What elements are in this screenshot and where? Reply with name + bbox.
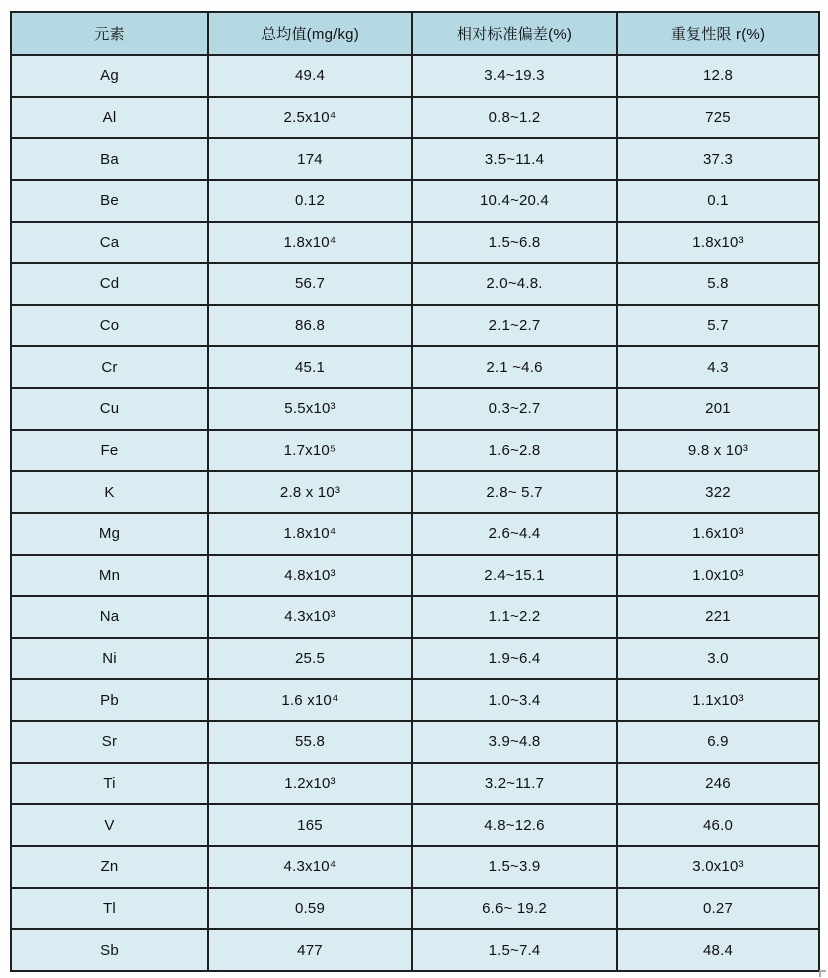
value-cell: 10.4~20.4: [412, 180, 617, 222]
value-cell: 4.3x10⁴: [208, 846, 412, 888]
value-cell: 1.8x10³: [617, 222, 819, 264]
value-cell: 0.3~2.7: [412, 388, 617, 430]
table-row: [11, 596, 819, 638]
table-body: [11, 55, 819, 971]
value-cell: 1.9~6.4: [412, 638, 617, 680]
value-cell: 5.5x10³: [208, 388, 412, 430]
value-cell: 5.8: [617, 263, 819, 305]
value-cell: 221: [617, 596, 819, 638]
element-symbol-cell: Na: [11, 596, 208, 638]
table-row: [11, 471, 819, 513]
column-header-repeatability-limit: 重复性限 r(%): [617, 12, 819, 55]
value-cell: 6.9: [617, 721, 819, 763]
value-cell: 725: [617, 97, 819, 139]
column-header-relative-std-deviation: 相对标准偏差(%): [412, 12, 617, 55]
value-cell: 201: [617, 388, 819, 430]
value-cell: 0.12: [208, 180, 412, 222]
value-cell: 6.6~ 19.2: [412, 888, 617, 930]
table-row: [11, 430, 819, 472]
table-header-row: [11, 12, 819, 55]
table-row: [11, 263, 819, 305]
value-cell: 3.4~19.3: [412, 55, 617, 97]
value-cell: 1.5~3.9: [412, 846, 617, 888]
value-cell: 49.4: [208, 55, 412, 97]
table-row: [11, 222, 819, 264]
value-cell: 2.4~15.1: [412, 555, 617, 597]
table-row: [11, 388, 819, 430]
element-symbol-cell: Tl: [11, 888, 208, 930]
value-cell: 1.0x10³: [617, 555, 819, 597]
element-symbol-cell: Cr: [11, 346, 208, 388]
element-symbol-cell: Sb: [11, 929, 208, 971]
element-symbol-cell: Cd: [11, 263, 208, 305]
value-cell: 2.1 ~4.6: [412, 346, 617, 388]
value-cell: 165: [208, 804, 412, 846]
value-cell: 1.5~7.4: [412, 929, 617, 971]
value-cell: 1.2x10³: [208, 763, 412, 805]
value-cell: 1.6~2.8: [412, 430, 617, 472]
value-cell: 0.8~1.2: [412, 97, 617, 139]
value-cell: 4.8~12.6: [412, 804, 617, 846]
element-symbol-cell: Zn: [11, 846, 208, 888]
value-cell: 0.1: [617, 180, 819, 222]
table-row: [11, 97, 819, 139]
element-symbol-cell: Fe: [11, 430, 208, 472]
value-cell: 3.0: [617, 638, 819, 680]
elements-data-table: [10, 11, 820, 972]
value-cell: 246: [617, 763, 819, 805]
table-row: [11, 138, 819, 180]
value-cell: 1.0~3.4: [412, 679, 617, 721]
value-cell: 1.8x10⁴: [208, 222, 412, 264]
element-symbol-cell: Ba: [11, 138, 208, 180]
value-cell: 4.3x10³: [208, 596, 412, 638]
value-cell: 2.5x10⁴: [208, 97, 412, 139]
element-symbol-cell: K: [11, 471, 208, 513]
value-cell: 1.1~2.2: [412, 596, 617, 638]
element-symbol-cell: Pb: [11, 679, 208, 721]
value-cell: 0.27: [617, 888, 819, 930]
element-symbol-cell: Sr: [11, 721, 208, 763]
table-row: [11, 180, 819, 222]
value-cell: 9.8 x 10³: [617, 430, 819, 472]
element-symbol-cell: Ag: [11, 55, 208, 97]
value-cell: 4.8x10³: [208, 555, 412, 597]
value-cell: 12.8: [617, 55, 819, 97]
value-cell: 1.5~6.8: [412, 222, 617, 264]
element-symbol-cell: Ni: [11, 638, 208, 680]
table-row: [11, 846, 819, 888]
table-header: [11, 12, 819, 55]
element-symbol-cell: Mg: [11, 513, 208, 555]
element-symbol-cell: Ca: [11, 222, 208, 264]
value-cell: 56.7: [208, 263, 412, 305]
table-row: [11, 888, 819, 930]
value-cell: 48.4: [617, 929, 819, 971]
table-row: [11, 929, 819, 971]
table-row: [11, 721, 819, 763]
value-cell: 1.8x10⁴: [208, 513, 412, 555]
value-cell: 0.59: [208, 888, 412, 930]
element-symbol-cell: Mn: [11, 555, 208, 597]
element-symbol-cell: V: [11, 804, 208, 846]
value-cell: 3.5~11.4: [412, 138, 617, 180]
value-cell: 3.2~11.7: [412, 763, 617, 805]
value-cell: 2.8~ 5.7: [412, 471, 617, 513]
value-cell: 1.6 x10⁴: [208, 679, 412, 721]
value-cell: 2.0~4.8.: [412, 263, 617, 305]
value-cell: 4.3: [617, 346, 819, 388]
table-row: [11, 804, 819, 846]
value-cell: 3.9~4.8: [412, 721, 617, 763]
table-row: [11, 763, 819, 805]
text-cursor-mark: [819, 970, 826, 977]
value-cell: 1.1x10³: [617, 679, 819, 721]
value-cell: 45.1: [208, 346, 412, 388]
table-row: [11, 679, 819, 721]
element-symbol-cell: Al: [11, 97, 208, 139]
element-symbol-cell: Ti: [11, 763, 208, 805]
value-cell: 2.8 x 10³: [208, 471, 412, 513]
value-cell: 322: [617, 471, 819, 513]
value-cell: 2.1~2.7: [412, 305, 617, 347]
value-cell: 477: [208, 929, 412, 971]
value-cell: 1.7x10⁵: [208, 430, 412, 472]
element-symbol-cell: Co: [11, 305, 208, 347]
value-cell: 55.8: [208, 721, 412, 763]
table-row: [11, 513, 819, 555]
element-symbol-cell: Cu: [11, 388, 208, 430]
table-row: [11, 346, 819, 388]
table-row: [11, 55, 819, 97]
column-header-element: 元素: [11, 12, 208, 55]
table-row: [11, 305, 819, 347]
value-cell: 1.6x10³: [617, 513, 819, 555]
value-cell: 86.8: [208, 305, 412, 347]
table-row: [11, 555, 819, 597]
column-header-mean-value: 总均值(mg/kg): [208, 12, 412, 55]
table-row: [11, 638, 819, 680]
value-cell: 3.0x10³: [617, 846, 819, 888]
value-cell: 25.5: [208, 638, 412, 680]
value-cell: 174: [208, 138, 412, 180]
value-cell: 2.6~4.4: [412, 513, 617, 555]
value-cell: 46.0: [617, 804, 819, 846]
value-cell: 37.3: [617, 138, 819, 180]
element-symbol-cell: Be: [11, 180, 208, 222]
value-cell: 5.7: [617, 305, 819, 347]
